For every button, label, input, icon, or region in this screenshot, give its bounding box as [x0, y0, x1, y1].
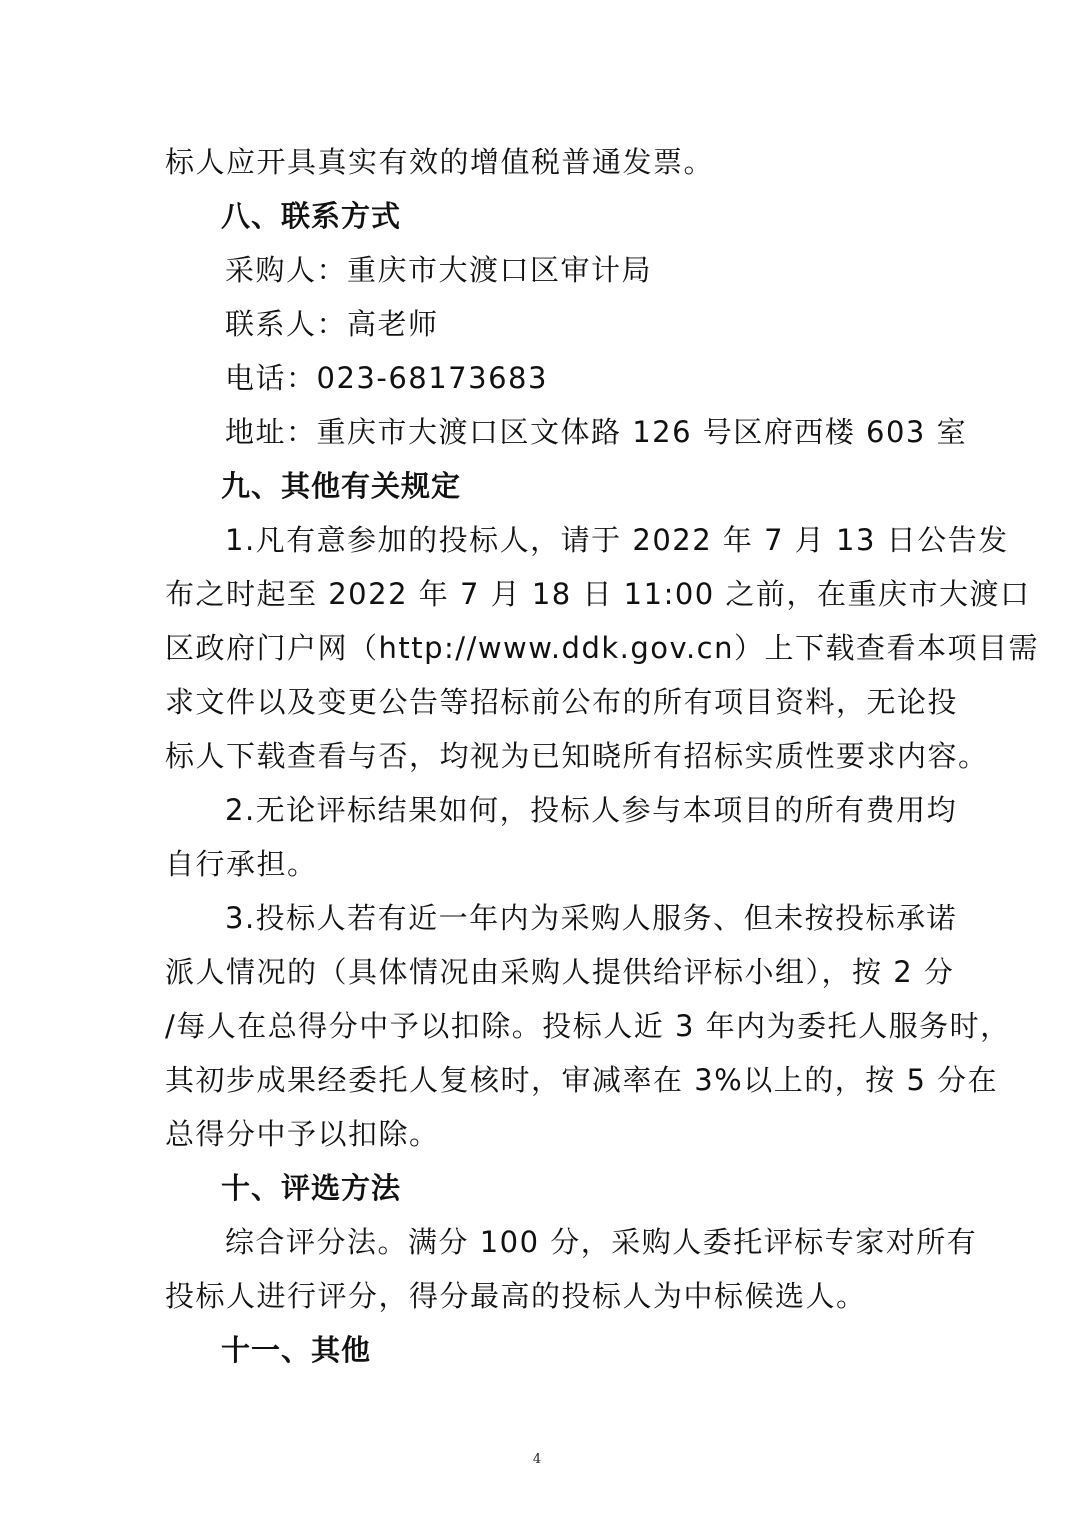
text-line: 投标人进行评分，得分最高的投标人为中标候选人。: [165, 1279, 867, 1313]
text-line: 3.投标人若有近一年内为采购人服务、但未按投标承诺: [225, 901, 958, 935]
text-line: 派人情况的（具体情况由采购人提供给评标小组），按 2 分: [165, 955, 955, 989]
text-line: 1.凡有意参加的投标人，请于 2022 年 7 月 13 日公告发: [225, 523, 1009, 557]
page-number: 4: [532, 1452, 542, 1467]
section-heading-8: 八、联系方式: [221, 199, 402, 233]
section-heading-11: 十一、其他: [221, 1333, 372, 1367]
text-line: 求文件以及变更公告等招标前公布的所有项目资料，无论投: [165, 685, 959, 719]
text-line: 布之时起至 2022 年 7 月 18 日 11:00 之前，在重庆市大渡口: [165, 577, 1031, 611]
text-line: 总得分中予以扣除。: [165, 1117, 440, 1151]
contact-address: 地址：重庆市大渡口区文体路 126 号区府西楼 603 室: [225, 415, 968, 449]
contact-purchaser: 采购人：重庆市大渡口区审计局: [225, 253, 653, 287]
text-line: 综合评分法。满分 100 分，采购人委托评标专家对所有: [225, 1225, 978, 1259]
text-line: 区政府门户网（http://www.ddk.gov.cn）上下载查看本项目需: [165, 631, 1039, 665]
contact-person: 联系人：高老师: [225, 307, 439, 341]
text-line: 其初步成果经委托人复核时，审减率在 3%以上的，按 5 分在: [165, 1063, 999, 1097]
section-heading-10: 十、评选方法: [221, 1171, 402, 1205]
text-line: 2.无论评标结果如何，投标人参与本项目的所有费用均: [225, 793, 958, 827]
section-heading-9: 九、其他有关规定: [221, 469, 462, 503]
text-line: /每人在总得分中予以扣除。投标人近 3 年内为委托人服务时，: [165, 1009, 1011, 1043]
text-line: 自行承担。: [165, 847, 318, 881]
contact-phone: 电话：023-68173683: [225, 361, 548, 395]
text-line: 标人下载查看与否，均视为已知晓所有招标实质性要求内容。: [165, 739, 989, 773]
text-line: 标人应开具真实有效的增值税普通发票。: [165, 145, 715, 179]
